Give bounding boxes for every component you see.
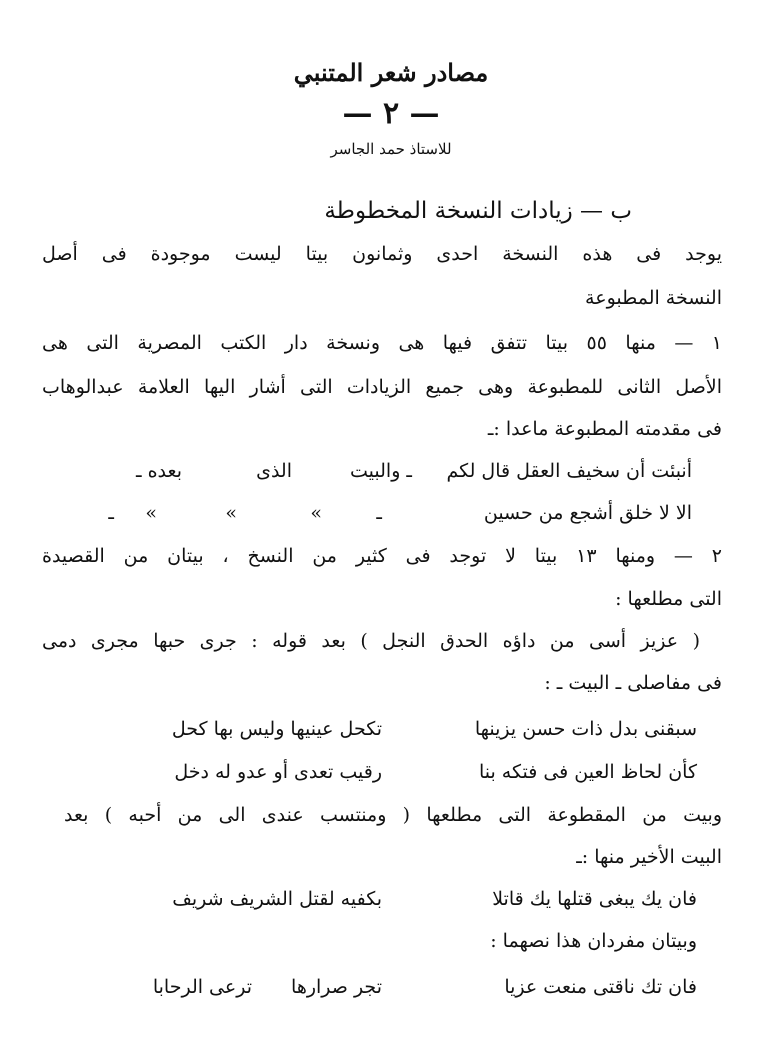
para1-line-2: الأصل الثانى للمطبوعة وهى جميع الزيادات التى أشار اليها العلامة عبدالوهاب [42,376,722,398]
verse-2-mark-d: « [225,502,237,524]
verse-1-word-b: ـ والبيت [350,460,412,482]
para2-line-4: فى مفاصلى ـ البيت ـ : [544,672,722,694]
intro-line-2: النسخة المطبوعة [585,287,722,309]
verse-5-hemistich-a: فان يك يبغى قتلها يك قاتلا [492,888,697,910]
para2-line-3: ( عزيز أسى من داؤه الحدق النجل ) بعد قوله : جرى حبها مجرى دمى [42,630,700,652]
verse-6-word-c: ترعى الرحابا [152,976,252,998]
verse-3-hemistich-b: تكحل عينيها وليس بها كحل [171,718,382,740]
verse-1-hemistich-a: أنبئت أن سخيف العقل قال لكم [446,460,692,482]
verse-3-hemistich-a: سبقنى بدل ذات حسن يزينها [474,718,697,740]
verse-2-mark-e: « [145,502,157,524]
verse-4-hemistich-b: رقيب تعدى أو عدو له دخل [174,761,382,783]
para1-line-1: ١ — منها ٥٥ بيتا تتفق فيها هى ونسخة دار الكتب المصرية التى هى [42,332,722,354]
verse-6-word-b: تجر صرارها [291,976,382,998]
verse-2-mark-f: ـ [108,502,114,524]
para3-line-1: وبيت من المقطوعة التى مطلعها ( ومنتسب عندى الى من أحبه ) بعد [64,804,722,826]
verse-4-hemistich-a: كأن لحاظ العين فى فتكه بنا [478,761,697,783]
para1-line-3: فى مقدمته المطبوعة ماعدا :ـ [487,418,722,440]
verse-1-word-c: الذى [256,460,292,482]
verse-5-hemistich-b: بكفيه لقتل الشريف شريف [172,888,382,910]
para2-line-2: التى مطلعها : [615,588,722,610]
section-heading: ب — زيادات النسخة المخطوطة [324,198,632,224]
para2-line-1: ٢ — ومنها ١٣ بيتا لا توجد فى كثير من النسخ ، بيتان من القصيدة [42,545,722,567]
verse-2-hemistich-a: الا لا خلق أشجع من حسين [483,502,692,524]
verse-1-word-d: بعده ـ [136,460,182,482]
para4-line-1: وبيتان مفردان هذا نصهما : [490,930,697,952]
part-number: — ٢ — [342,96,440,131]
intro-line-1: يوجد فى هذه النسخة احدى وثمانون بيتا ليست موجودة فى أصل [42,243,722,265]
author-line: للاستاذ حمد الجاسر [330,140,452,158]
verse-2-mark-c: « [310,502,322,524]
article-title: مصادر شعر المتنبي [293,58,489,87]
verse-6-hemistich-a: فان تك ناقتى منعت عزيا [504,976,697,998]
verse-2-mark-b: ـ [376,502,382,524]
para3-line-2: البيت الأخير منها :ـ [576,846,722,868]
